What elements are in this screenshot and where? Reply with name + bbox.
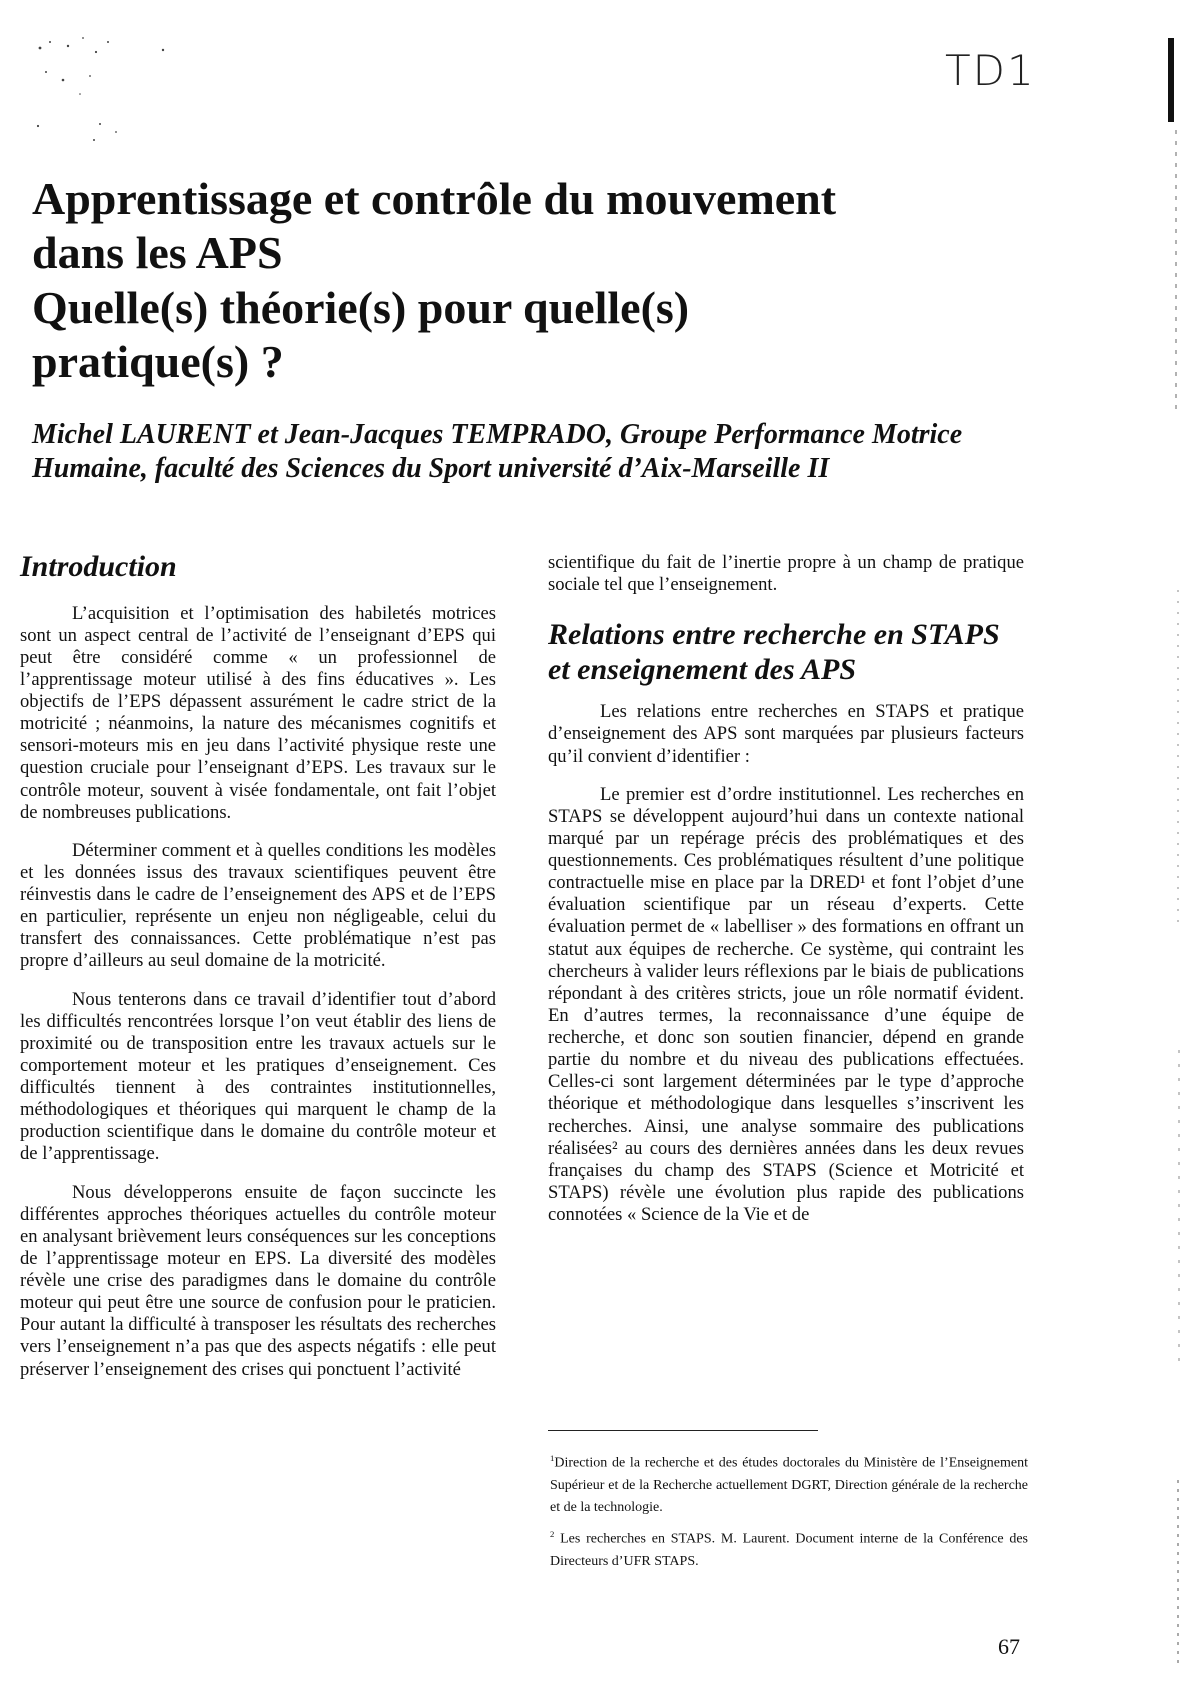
footnotes (550, 1452, 1028, 1581)
body-paragraph: Déterminer comment et à quelles conditions les modèles et les données issus des travaux scientifiques peuvent être réinvestis dans le cadre de l’enseignement des APS et de l’EPS en particulier, représente un enjeu non négligeable, celui du transfert des connaissances. Cette problématique n’est pas propre d’ailleurs au seul domaine de la motricité. (20, 839, 496, 972)
footnote-rule (548, 1430, 818, 1431)
left-column (20, 550, 496, 1397)
section-heading-relations: Relations entre recherche en STAPS et enseignement des APS (548, 618, 1000, 686)
section-heading-introduction: Introduction (20, 550, 177, 583)
title-line: pratique(s) ? (32, 335, 284, 387)
body-paragraph: Le premier est d’ordre institutionnel. Les recherches en STAPS se développent aujourd’hui dans un contexte national marqué par un repérage précis des problématiques et des questionnements. Ces problématiques résultent d’une politique contractuelle mise en place par la DRED¹ et font l’objet d’une évaluation scientifique par un réseau d’experts. Cette évaluation permet de « labelliser » des formations en offrant un statut aux équipes de recherche. Ce système, qui contraint les chercheurs à valider leurs réflexions par le biais de publications répondant à des critères stricts, joue un rôle normatif évident. En d’autres termes, la reconnaissance d’une équipe de recherche, et donc son soutien financier, dépend en grande partie du nombre et du niveau des publications effectuées. Celles-ci sont largement déterminées par le type d’approche théorique et méthodologique dans lesquelles s’inscrivent les recherches. Ainsi, une analyse sommaire des publications réalisées² au cours des dernières années dans les deux revues françaises du champ des STAPS (Science et Motricité et STAPS) révèle une évolution plus rapide des publications connotées « Science de la Vie et de (548, 783, 1024, 1225)
footnote-text: Direction de la recherche et des études doctorales du Ministère de l’Enseignement Supérieur et de la Recherche actuellement DGRT, Direction générale de la recherche et de la technologie. (550, 1455, 1028, 1516)
footnote (550, 1528, 1028, 1573)
footnote-mark: 2 (550, 1528, 555, 1539)
footnote (550, 1452, 1028, 1520)
body-paragraph: Nous développerons ensuite de façon succincte les différentes approches théoriques actuelles du contrôle moteur en analysant brièvement leurs conséquences sur les conceptions de l’apprentissage moteur en EPS. La diversité des modèles révèle une crise des paradigmes dans le domaine du contrôle moteur qui peut être une source de confusion pour le praticien. Pour autant la difficulté à transposer les résultats des recherches vers l’enseignement n’a pas que des aspects négatifs : elle peut préserver l’enseignement des crises qui ponctuent l’activité (20, 1181, 496, 1380)
footnote-mark: 1 (550, 1453, 555, 1463)
scan-specks (28, 28, 178, 168)
right-column (548, 552, 1024, 1242)
binding-edge (1164, 30, 1186, 1670)
article-title (32, 172, 1032, 389)
title-line: Apprentissage et contrôle du mouvement (32, 173, 837, 224)
handwritten-note: TD1 (945, 46, 1036, 95)
continued-paragraph: scientifique du fait de l’inertie propre à un champ de pratique sociale tel que l’enseignement. (548, 552, 1024, 596)
body-paragraph: Les relations entre recherches en STAPS et pratique d’enseignement des APS sont marquées par plusieurs facteurs qu’il convient d’identifier : (548, 701, 1024, 767)
title-line: Quelle(s) théorie(s) pour quelle(s) (32, 281, 690, 333)
body-paragraph: Nous tenterons dans ce travail d’identifier tout d’abord les difficultés rencontrées lorsque l’on veut établir des liens de proximité ou de transposition entre les travaux actuels sur le comportement moteur et les pratiques d’enseignement. Ces difficultés tiennent à des contraintes institutionnelles, méthodologiques et théoriques qui marquent le champ de la production scientifique dans le domaine du contrôle moteur et de l’apprentissage. (20, 988, 496, 1165)
page-number: 67 (998, 1634, 1020, 1659)
title-line: dans les APS (32, 227, 283, 279)
footnote-text: Les recherches en STAPS. M. Laurent. Document interne de la Conférence des Directeurs d’UFR STAPS. (550, 1531, 1028, 1569)
author-affiliation: Michel LAURENT et Jean-Jacques TEMPRADO, Groupe Performance Motrice Humaine, faculté des Sciences du Sport université d’Aix-Marseille II (32, 419, 963, 484)
body-paragraph: L’acquisition et l’optimisation des habiletés motrices sont un aspect central de l’activité de l’enseignant d’EPS qui peut être considéré comme « un professionnel de l’apprentissage moteur utilisé à des fins éducatives ». Les objectifs de l’EPS dépassent assurément le cadre strict de la motricité ; néanmoins, la nature des mécanismes cognitifs et sensori-moteurs mis en jeu dans l’activité physique reste une question cruciale pour l’enseignant d’EPS. Les travaux sur le contrôle moteur, souvent à visée fondamentale, ont fait l’objet de nombreuses publications. (20, 602, 496, 823)
